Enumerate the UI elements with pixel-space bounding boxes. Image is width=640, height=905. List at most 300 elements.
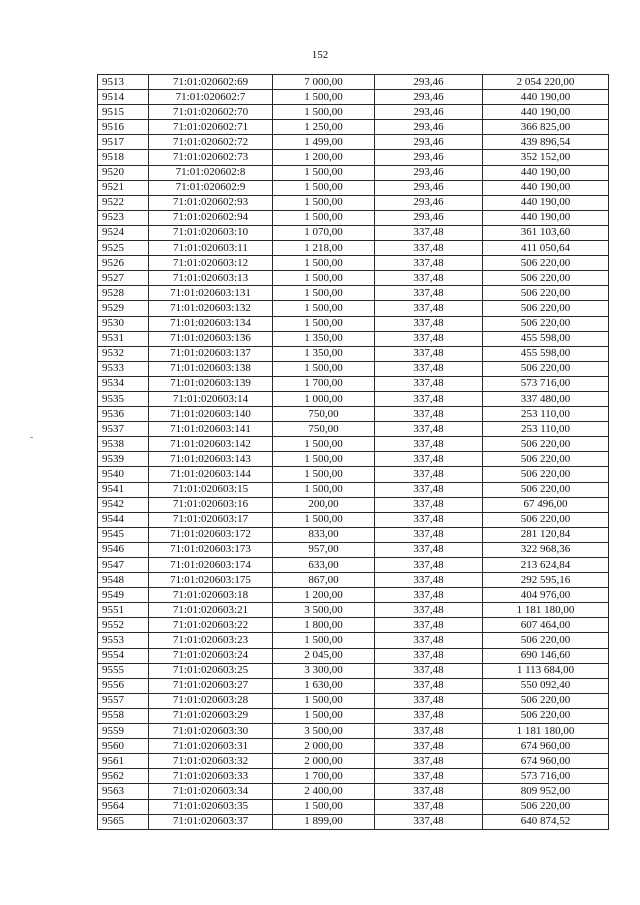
table-row bbox=[98, 180, 609, 195]
area-cell: 1 500,00 bbox=[273, 799, 375, 814]
row-number-cell: 9546 bbox=[98, 542, 149, 557]
value-cell: 455 598,00 bbox=[483, 346, 609, 361]
cadastral-number-cell: 71:01:020603:16 bbox=[149, 497, 273, 512]
cadastral-number-cell: 71:01:020603:173 bbox=[149, 542, 273, 557]
rate-cell: 337,48 bbox=[375, 331, 483, 346]
table-row bbox=[98, 422, 609, 437]
area-cell: 1 800,00 bbox=[273, 618, 375, 633]
area-cell: 1 500,00 bbox=[273, 316, 375, 331]
row-number-cell: 9555 bbox=[98, 663, 149, 678]
value-cell: 440 190,00 bbox=[483, 90, 609, 105]
rate-cell: 293,46 bbox=[375, 165, 483, 180]
area-cell: 1 500,00 bbox=[273, 165, 375, 180]
row-number-cell: 9561 bbox=[98, 754, 149, 769]
value-cell: 573 716,00 bbox=[483, 769, 609, 784]
area-cell: 1 500,00 bbox=[273, 693, 375, 708]
value-cell: 281 120,84 bbox=[483, 527, 609, 542]
value-cell: 506 220,00 bbox=[483, 633, 609, 648]
row-number-cell: 9527 bbox=[98, 271, 149, 286]
area-cell: 2 045,00 bbox=[273, 648, 375, 663]
rate-cell: 337,48 bbox=[375, 225, 483, 240]
value-cell: 292 595,16 bbox=[483, 573, 609, 588]
area-cell: 750,00 bbox=[273, 407, 375, 422]
cadastral-number-cell: 71:01:020603:138 bbox=[149, 361, 273, 376]
row-number-cell: 9548 bbox=[98, 573, 149, 588]
cadastral-number-cell: 71:01:020603:27 bbox=[149, 678, 273, 693]
value-cell: 455 598,00 bbox=[483, 331, 609, 346]
rate-cell: 337,48 bbox=[375, 648, 483, 663]
cadastral-number-cell: 71:01:020603:32 bbox=[149, 754, 273, 769]
value-cell: 404 976,00 bbox=[483, 588, 609, 603]
row-number-cell: 9556 bbox=[98, 678, 149, 693]
table-body bbox=[98, 75, 609, 830]
rate-cell: 293,46 bbox=[375, 150, 483, 165]
area-cell: 1 499,00 bbox=[273, 135, 375, 150]
rate-cell: 337,48 bbox=[375, 633, 483, 648]
cadastral-number-cell: 71:01:020603:17 bbox=[149, 512, 273, 527]
value-cell: 506 220,00 bbox=[483, 437, 609, 452]
table-row bbox=[98, 633, 609, 648]
value-cell: 2 054 220,00 bbox=[483, 75, 609, 90]
rate-cell: 337,48 bbox=[375, 286, 483, 301]
area-cell: 1 500,00 bbox=[273, 361, 375, 376]
row-number-cell: 9544 bbox=[98, 512, 149, 527]
row-number-cell: 9540 bbox=[98, 467, 149, 482]
value-cell: 550 092,40 bbox=[483, 678, 609, 693]
value-cell: 506 220,00 bbox=[483, 512, 609, 527]
table-row bbox=[98, 799, 609, 814]
area-cell: 1 500,00 bbox=[273, 452, 375, 467]
table-row bbox=[98, 391, 609, 406]
cadastral-number-cell: 71:01:020603:28 bbox=[149, 693, 273, 708]
value-cell: 352 152,00 bbox=[483, 150, 609, 165]
value-cell: 67 496,00 bbox=[483, 497, 609, 512]
row-number-cell: 9547 bbox=[98, 558, 149, 573]
cadastral-number-cell: 71:01:020602:72 bbox=[149, 135, 273, 150]
area-cell: 750,00 bbox=[273, 422, 375, 437]
rate-cell: 293,46 bbox=[375, 90, 483, 105]
value-cell: 506 220,00 bbox=[483, 467, 609, 482]
cadastral-number-cell: 71:01:020603:10 bbox=[149, 225, 273, 240]
row-number-cell: 9520 bbox=[98, 165, 149, 180]
row-number-cell: 9513 bbox=[98, 75, 149, 90]
table-row bbox=[98, 271, 609, 286]
cadastral-number-cell: 71:01:020603:142 bbox=[149, 437, 273, 452]
table-row bbox=[98, 678, 609, 693]
table-row bbox=[98, 467, 609, 482]
cadastral-number-cell: 71:01:020603:136 bbox=[149, 331, 273, 346]
value-cell: 440 190,00 bbox=[483, 105, 609, 120]
area-cell: 867,00 bbox=[273, 573, 375, 588]
table-row bbox=[98, 120, 609, 135]
row-number-cell: 9552 bbox=[98, 618, 149, 633]
table-row bbox=[98, 165, 609, 180]
area-cell: 1 500,00 bbox=[273, 90, 375, 105]
area-cell: 1 500,00 bbox=[273, 286, 375, 301]
value-cell: 506 220,00 bbox=[483, 271, 609, 286]
cadastral-number-cell: 71:01:020603:132 bbox=[149, 301, 273, 316]
table-row bbox=[98, 135, 609, 150]
value-cell: 506 220,00 bbox=[483, 708, 609, 723]
area-cell: 1 350,00 bbox=[273, 331, 375, 346]
row-number-cell: 9565 bbox=[98, 814, 149, 829]
rate-cell: 337,48 bbox=[375, 512, 483, 527]
cadastral-number-cell: 71:01:020603:11 bbox=[149, 241, 273, 256]
value-cell: 440 190,00 bbox=[483, 165, 609, 180]
value-cell: 506 220,00 bbox=[483, 482, 609, 497]
area-cell: 7 000,00 bbox=[273, 75, 375, 90]
rate-cell: 337,48 bbox=[375, 301, 483, 316]
table-row bbox=[98, 603, 609, 618]
table-row bbox=[98, 739, 609, 754]
row-number-cell: 9526 bbox=[98, 256, 149, 271]
area-cell: 1 500,00 bbox=[273, 512, 375, 527]
cadastral-number-cell: 71:01:020603:144 bbox=[149, 467, 273, 482]
value-cell: 506 220,00 bbox=[483, 799, 609, 814]
table-row bbox=[98, 316, 609, 331]
rate-cell: 293,46 bbox=[375, 180, 483, 195]
rate-cell: 337,48 bbox=[375, 256, 483, 271]
rate-cell: 337,48 bbox=[375, 618, 483, 633]
rate-cell: 337,48 bbox=[375, 769, 483, 784]
rate-cell: 337,48 bbox=[375, 271, 483, 286]
row-number-cell: 9541 bbox=[98, 482, 149, 497]
rate-cell: 337,48 bbox=[375, 482, 483, 497]
rate-cell: 337,48 bbox=[375, 407, 483, 422]
area-cell: 1 070,00 bbox=[273, 225, 375, 240]
table-row bbox=[98, 784, 609, 799]
cadastral-number-cell: 71:01:020603:175 bbox=[149, 573, 273, 588]
table-row bbox=[98, 663, 609, 678]
area-cell: 833,00 bbox=[273, 527, 375, 542]
value-cell: 322 968,36 bbox=[483, 542, 609, 557]
table-row bbox=[98, 301, 609, 316]
table-row bbox=[98, 512, 609, 527]
rate-cell: 337,48 bbox=[375, 558, 483, 573]
cadastral-number-cell: 71:01:020602:71 bbox=[149, 120, 273, 135]
table-row bbox=[98, 814, 609, 829]
table-row bbox=[98, 573, 609, 588]
cadastral-number-cell: 71:01:020603:172 bbox=[149, 527, 273, 542]
area-cell: 2 400,00 bbox=[273, 784, 375, 799]
value-cell: 506 220,00 bbox=[483, 316, 609, 331]
cadastral-number-cell: 71:01:020603:140 bbox=[149, 407, 273, 422]
row-number-cell: 9537 bbox=[98, 422, 149, 437]
area-cell: 1 218,00 bbox=[273, 241, 375, 256]
row-number-cell: 9535 bbox=[98, 391, 149, 406]
area-cell: 1 500,00 bbox=[273, 708, 375, 723]
cadastral-number-cell: 71:01:020603:31 bbox=[149, 739, 273, 754]
rate-cell: 337,48 bbox=[375, 573, 483, 588]
cadastral-number-cell: 71:01:020602:94 bbox=[149, 210, 273, 225]
table-row bbox=[98, 648, 609, 663]
row-number-cell: 9529 bbox=[98, 301, 149, 316]
row-number-cell: 9530 bbox=[98, 316, 149, 331]
row-number-cell: 9560 bbox=[98, 739, 149, 754]
row-number-cell: 9554 bbox=[98, 648, 149, 663]
cadastral-number-cell: 71:01:020603:137 bbox=[149, 346, 273, 361]
rate-cell: 337,48 bbox=[375, 754, 483, 769]
row-number-cell: 9538 bbox=[98, 437, 149, 452]
rate-cell: 337,48 bbox=[375, 693, 483, 708]
rate-cell: 337,48 bbox=[375, 784, 483, 799]
rate-cell: 293,46 bbox=[375, 75, 483, 90]
value-cell: 674 960,00 bbox=[483, 739, 609, 754]
value-cell: 1 181 180,00 bbox=[483, 603, 609, 618]
area-cell: 1 500,00 bbox=[273, 271, 375, 286]
row-number-cell: 9559 bbox=[98, 724, 149, 739]
cadastral-number-cell: 71:01:020603:22 bbox=[149, 618, 273, 633]
rate-cell: 337,48 bbox=[375, 437, 483, 452]
area-cell: 3 500,00 bbox=[273, 603, 375, 618]
rate-cell: 337,48 bbox=[375, 241, 483, 256]
cadastral-number-cell: 71:01:020603:30 bbox=[149, 724, 273, 739]
rate-cell: 337,48 bbox=[375, 603, 483, 618]
row-number-cell: 9553 bbox=[98, 633, 149, 648]
row-number-cell: 9536 bbox=[98, 407, 149, 422]
rate-cell: 293,46 bbox=[375, 135, 483, 150]
table-row bbox=[98, 210, 609, 225]
cadastral-number-cell: 71:01:020603:134 bbox=[149, 316, 273, 331]
row-number-cell: 9524 bbox=[98, 225, 149, 240]
cadastral-number-cell: 71:01:020602:7 bbox=[149, 90, 273, 105]
rate-cell: 337,48 bbox=[375, 542, 483, 557]
value-cell: 690 146,60 bbox=[483, 648, 609, 663]
table-row bbox=[98, 376, 609, 391]
cadastral-number-cell: 71:01:020602:73 bbox=[149, 150, 273, 165]
value-cell: 213 624,84 bbox=[483, 558, 609, 573]
value-cell: 506 220,00 bbox=[483, 256, 609, 271]
rate-cell: 337,48 bbox=[375, 467, 483, 482]
rate-cell: 337,48 bbox=[375, 316, 483, 331]
area-cell: 1 700,00 bbox=[273, 376, 375, 391]
table-row bbox=[98, 693, 609, 708]
table-row bbox=[98, 150, 609, 165]
table-row bbox=[98, 90, 609, 105]
area-cell: 3 300,00 bbox=[273, 663, 375, 678]
value-cell: 506 220,00 bbox=[483, 286, 609, 301]
rate-cell: 337,48 bbox=[375, 678, 483, 693]
rate-cell: 337,48 bbox=[375, 799, 483, 814]
area-cell: 1 000,00 bbox=[273, 391, 375, 406]
rate-cell: 337,48 bbox=[375, 497, 483, 512]
table-row bbox=[98, 618, 609, 633]
table-row bbox=[98, 542, 609, 557]
rate-cell: 337,48 bbox=[375, 708, 483, 723]
value-cell: 366 825,00 bbox=[483, 120, 609, 135]
area-cell: 1 200,00 bbox=[273, 588, 375, 603]
rate-cell: 337,48 bbox=[375, 391, 483, 406]
value-cell: 640 874,52 bbox=[483, 814, 609, 829]
rate-cell: 337,48 bbox=[375, 739, 483, 754]
rate-cell: 337,48 bbox=[375, 361, 483, 376]
row-number-cell: 9516 bbox=[98, 120, 149, 135]
area-cell: 1 500,00 bbox=[273, 301, 375, 316]
value-cell: 361 103,60 bbox=[483, 225, 609, 240]
value-cell: 506 220,00 bbox=[483, 452, 609, 467]
rate-cell: 337,48 bbox=[375, 346, 483, 361]
area-cell: 200,00 bbox=[273, 497, 375, 512]
area-cell: 1 500,00 bbox=[273, 195, 375, 210]
rate-cell: 293,46 bbox=[375, 210, 483, 225]
value-cell: 506 220,00 bbox=[483, 301, 609, 316]
table-row bbox=[98, 256, 609, 271]
cadastral-number-cell: 71:01:020603:13 bbox=[149, 271, 273, 286]
value-cell: 573 716,00 bbox=[483, 376, 609, 391]
row-number-cell: 9523 bbox=[98, 210, 149, 225]
rate-cell: 293,46 bbox=[375, 105, 483, 120]
cadastral-number-cell: 71:01:020603:15 bbox=[149, 482, 273, 497]
cadastral-value-table bbox=[97, 74, 609, 830]
cadastral-number-cell: 71:01:020603:18 bbox=[149, 588, 273, 603]
table-row bbox=[98, 361, 609, 376]
rate-cell: 293,46 bbox=[375, 120, 483, 135]
cadastral-number-cell: 71:01:020603:12 bbox=[149, 256, 273, 271]
row-number-cell: 9533 bbox=[98, 361, 149, 376]
table-row bbox=[98, 482, 609, 497]
area-cell: 1 500,00 bbox=[273, 256, 375, 271]
rate-cell: 337,48 bbox=[375, 814, 483, 829]
cadastral-number-cell: 71:01:020602:8 bbox=[149, 165, 273, 180]
row-number-cell: 9531 bbox=[98, 331, 149, 346]
cadastral-number-cell: 71:01:020603:35 bbox=[149, 799, 273, 814]
scan-mark bbox=[30, 437, 33, 438]
value-cell: 674 960,00 bbox=[483, 754, 609, 769]
area-cell: 1 700,00 bbox=[273, 769, 375, 784]
rate-cell: 337,48 bbox=[375, 422, 483, 437]
row-number-cell: 9517 bbox=[98, 135, 149, 150]
rate-cell: 337,48 bbox=[375, 376, 483, 391]
cadastral-number-cell: 71:01:020603:141 bbox=[149, 422, 273, 437]
row-number-cell: 9515 bbox=[98, 105, 149, 120]
table-row bbox=[98, 497, 609, 512]
table-row bbox=[98, 588, 609, 603]
table-row bbox=[98, 407, 609, 422]
area-cell: 1 500,00 bbox=[273, 210, 375, 225]
table-row bbox=[98, 225, 609, 240]
row-number-cell: 9514 bbox=[98, 90, 149, 105]
row-number-cell: 9558 bbox=[98, 708, 149, 723]
table-row bbox=[98, 452, 609, 467]
cadastral-number-cell: 71:01:020603:34 bbox=[149, 784, 273, 799]
row-number-cell: 9521 bbox=[98, 180, 149, 195]
value-cell: 607 464,00 bbox=[483, 618, 609, 633]
rate-cell: 337,48 bbox=[375, 527, 483, 542]
area-cell: 1 500,00 bbox=[273, 467, 375, 482]
cadastral-number-cell: 71:01:020603:21 bbox=[149, 603, 273, 618]
value-cell: 439 896,54 bbox=[483, 135, 609, 150]
table-row bbox=[98, 437, 609, 452]
cadastral-number-cell: 71:01:020603:33 bbox=[149, 769, 273, 784]
table-row bbox=[98, 558, 609, 573]
table-row bbox=[98, 195, 609, 210]
value-cell: 1 181 180,00 bbox=[483, 724, 609, 739]
area-cell: 1 500,00 bbox=[273, 482, 375, 497]
cadastral-number-cell: 71:01:020602:93 bbox=[149, 195, 273, 210]
area-cell: 957,00 bbox=[273, 542, 375, 557]
table-row bbox=[98, 75, 609, 90]
area-cell: 1 500,00 bbox=[273, 180, 375, 195]
row-number-cell: 9532 bbox=[98, 346, 149, 361]
cadastral-number-cell: 71:01:020603:174 bbox=[149, 558, 273, 573]
value-cell: 253 110,00 bbox=[483, 407, 609, 422]
area-cell: 2 000,00 bbox=[273, 754, 375, 769]
value-cell: 1 113 684,00 bbox=[483, 663, 609, 678]
cadastral-number-cell: 71:01:020602:9 bbox=[149, 180, 273, 195]
area-cell: 1 350,00 bbox=[273, 346, 375, 361]
row-number-cell: 9563 bbox=[98, 784, 149, 799]
cadastral-number-cell: 71:01:020603:14 bbox=[149, 391, 273, 406]
row-number-cell: 9551 bbox=[98, 603, 149, 618]
table-row bbox=[98, 241, 609, 256]
table-row bbox=[98, 754, 609, 769]
table-row bbox=[98, 331, 609, 346]
area-cell: 1 500,00 bbox=[273, 105, 375, 120]
area-cell: 3 500,00 bbox=[273, 724, 375, 739]
row-number-cell: 9525 bbox=[98, 241, 149, 256]
value-cell: 440 190,00 bbox=[483, 180, 609, 195]
row-number-cell: 9564 bbox=[98, 799, 149, 814]
area-cell: 1 630,00 bbox=[273, 678, 375, 693]
value-cell: 411 050,64 bbox=[483, 241, 609, 256]
row-number-cell: 9562 bbox=[98, 769, 149, 784]
value-cell: 506 220,00 bbox=[483, 361, 609, 376]
cadastral-number-cell: 71:01:020603:29 bbox=[149, 708, 273, 723]
cadastral-number-cell: 71:01:020602:70 bbox=[149, 105, 273, 120]
value-cell: 440 190,00 bbox=[483, 195, 609, 210]
cadastral-number-cell: 71:01:020603:139 bbox=[149, 376, 273, 391]
value-cell: 440 190,00 bbox=[483, 210, 609, 225]
area-cell: 1 500,00 bbox=[273, 437, 375, 452]
rate-cell: 337,48 bbox=[375, 663, 483, 678]
table-row bbox=[98, 286, 609, 301]
cadastral-number-cell: 71:01:020603:131 bbox=[149, 286, 273, 301]
value-cell: 506 220,00 bbox=[483, 693, 609, 708]
table-row bbox=[98, 708, 609, 723]
rate-cell: 337,48 bbox=[375, 724, 483, 739]
row-number-cell: 9549 bbox=[98, 588, 149, 603]
row-number-cell: 9545 bbox=[98, 527, 149, 542]
cadastral-number-cell: 71:01:020603:37 bbox=[149, 814, 273, 829]
cadastral-number-cell: 71:01:020603:143 bbox=[149, 452, 273, 467]
rate-cell: 293,46 bbox=[375, 195, 483, 210]
area-cell: 1 200,00 bbox=[273, 150, 375, 165]
area-cell: 633,00 bbox=[273, 558, 375, 573]
table-row bbox=[98, 346, 609, 361]
value-cell: 253 110,00 bbox=[483, 422, 609, 437]
table-row bbox=[98, 769, 609, 784]
row-number-cell: 9534 bbox=[98, 376, 149, 391]
cadastral-number-cell: 71:01:020602:69 bbox=[149, 75, 273, 90]
table-row bbox=[98, 527, 609, 542]
row-number-cell: 9528 bbox=[98, 286, 149, 301]
table-row bbox=[98, 724, 609, 739]
cadastral-number-cell: 71:01:020603:25 bbox=[149, 663, 273, 678]
value-cell: 337 480,00 bbox=[483, 391, 609, 406]
row-number-cell: 9542 bbox=[98, 497, 149, 512]
table-row bbox=[98, 105, 609, 120]
row-number-cell: 9539 bbox=[98, 452, 149, 467]
row-number-cell: 9518 bbox=[98, 150, 149, 165]
rate-cell: 337,48 bbox=[375, 588, 483, 603]
row-number-cell: 9522 bbox=[98, 195, 149, 210]
cadastral-number-cell: 71:01:020603:23 bbox=[149, 633, 273, 648]
area-cell: 1 250,00 bbox=[273, 120, 375, 135]
rate-cell: 337,48 bbox=[375, 452, 483, 467]
row-number-cell: 9557 bbox=[98, 693, 149, 708]
value-cell: 809 952,00 bbox=[483, 784, 609, 799]
cadastral-number-cell: 71:01:020603:24 bbox=[149, 648, 273, 663]
